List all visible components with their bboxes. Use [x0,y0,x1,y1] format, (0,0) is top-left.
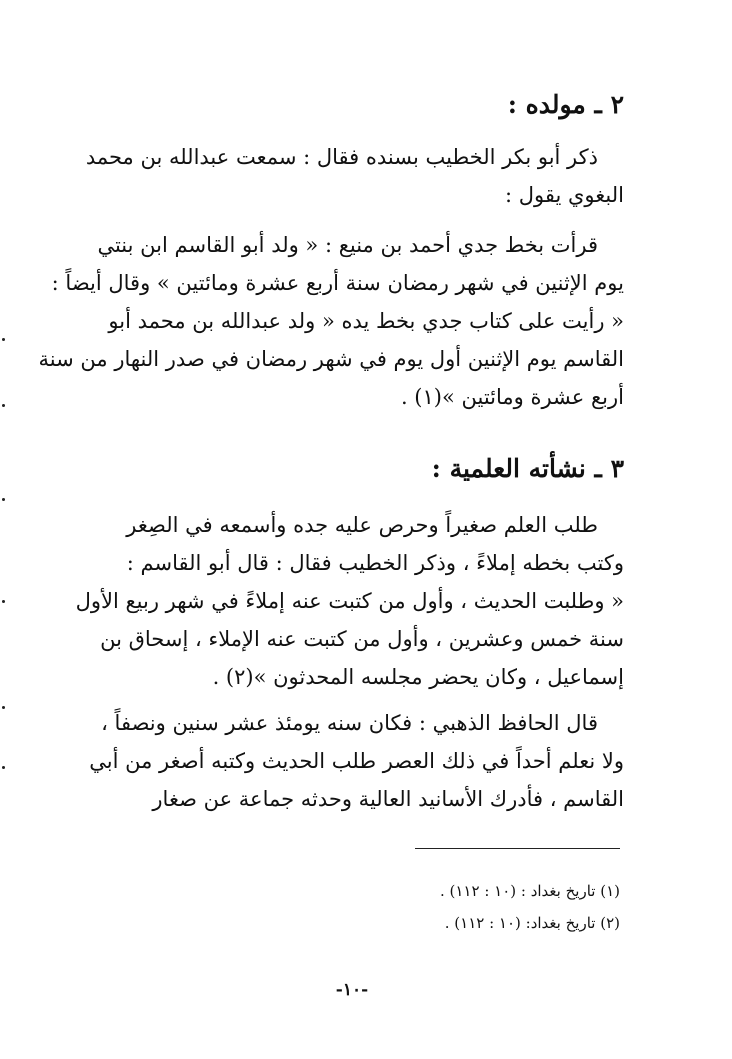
text-line: ذكر أبو بكر الخطيب بسنده فقال : سمعت عبدالله بن محمد [85,145,598,169]
paragraph [89,704,624,818]
footnote: (٢) تاريخ بغداد: (١٠ : ١١٢) . [444,914,620,932]
text-line: البغوي يقول : [505,183,624,207]
section-heading-birth: ٢ ـ مولده : [507,90,624,119]
text-line: ولا نعلم أحداً في ذلك العصر طلب الحديث وكتبه أصغر من أبي [89,749,624,773]
text-line: وكتب بخطه إملاءً ، وذكر الخطيب فقال : قال أبو القاسم : [126,551,624,575]
section-heading-education: ٣ ـ نشأته العلمية : [431,454,624,483]
text-line: « رأيت على كتاب جدي بخط يده « ولد عبدالله بن محمد أبو [108,309,624,333]
text-line: « وطلبت الحديث ، وأول من كتبت عنه إملاءً في شهر ربيع الأول [75,589,624,613]
text-line: سنة خمس وعشرين ، وأول من كتبت عنه الإملاء ، إسحاق بن [100,627,624,651]
text-line: القاسم يوم الإثنين أول يوم في شهر رمضان في صدر النهار من سنة [38,347,624,371]
paragraph [85,138,624,214]
text-line: إسماعيل ، وكان يحضر مجلسه المحدثون »(٢) . [212,665,624,689]
scan-mark [2,404,5,407]
text-line: أربع عشرة ومائتين »(١) . [400,385,624,409]
text-line: القاسم ، فأدرك الأسانيد العالية وحدثه جماعة عن صغار [152,787,624,811]
text-line: قرأت بخط جدي أحمد بن منيع : « ولد أبو القاسم ابن بنتي [97,233,598,257]
text-line: طلب العلم صغيراً وحرص عليه جده وأسمعه في الصِغر [126,513,598,537]
scan-mark [2,706,5,709]
scan-mark [2,338,5,341]
scan-mark [2,498,5,501]
footnote-separator [415,848,620,849]
scan-mark [2,766,5,769]
paragraph [38,226,624,416]
scan-mark [2,600,5,603]
page-number: -١٠- [335,980,369,1000]
text-line: يوم الإثنين في شهر رمضان سنة أربع عشرة ومائتين » وقال أيضاً : [51,271,624,295]
footnote: (١) تاريخ بغداد : (١٠ : ١١٢) . [439,882,620,900]
text-line: قال الحافظ الذهبي : فكان سنه يومئذ عشر سنين ونصفاً ، [101,711,598,735]
paragraph [75,506,624,696]
